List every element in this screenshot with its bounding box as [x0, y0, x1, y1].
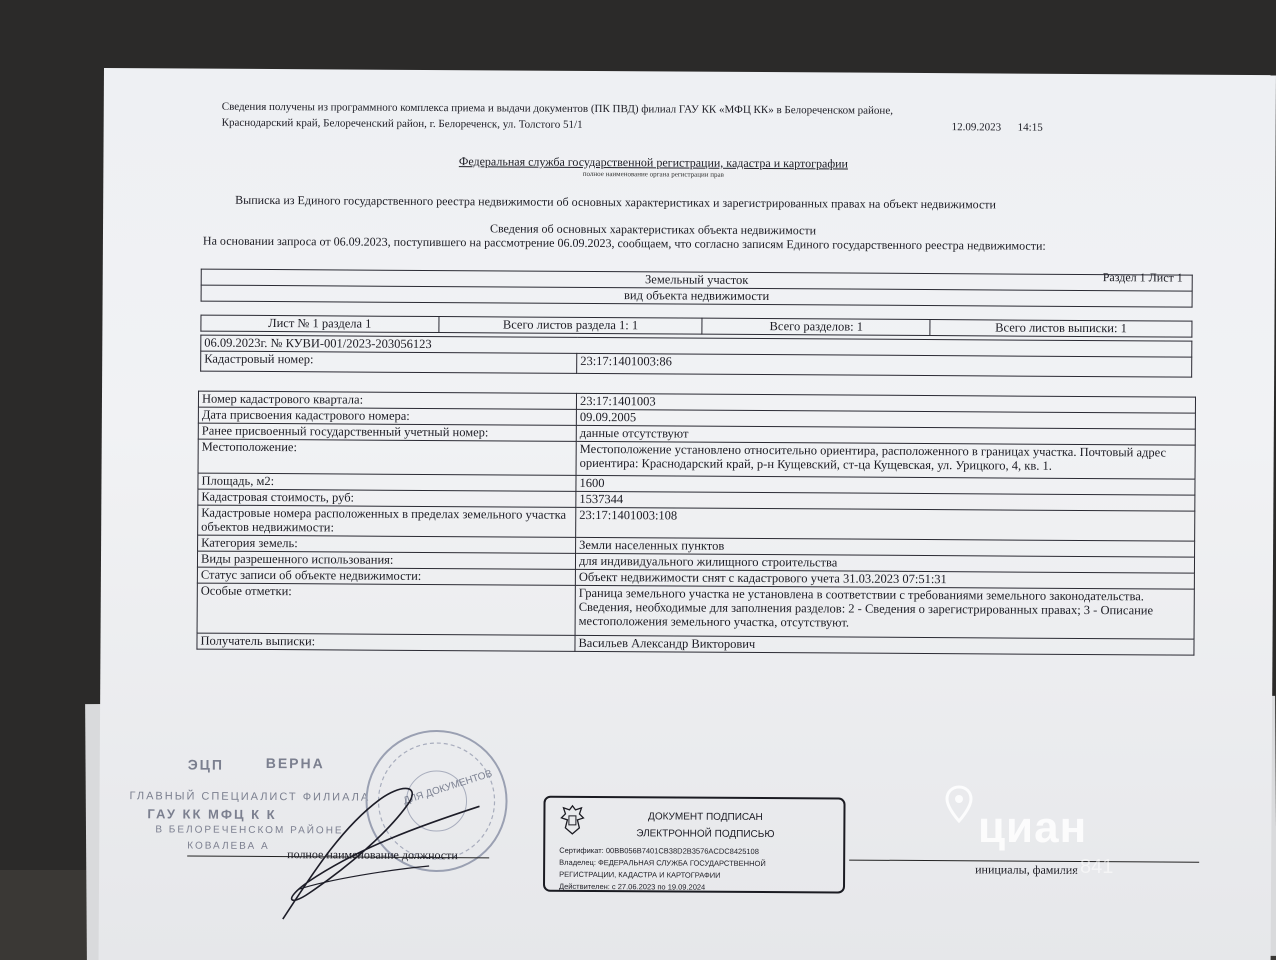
object-type: Земельный участок	[201, 269, 1192, 291]
row-label: Местоположение:	[198, 439, 576, 475]
stamp-line-1: ГЛАВНЫЙ СПЕЦИАЛИСТ ФИЛИАЛА	[129, 790, 371, 804]
row-value: 09.09.2005	[576, 409, 1195, 429]
total-sections: Всего разделов: 1	[702, 318, 930, 335]
cadastral-table	[200, 335, 1192, 378]
row-value: данные отсутствуют	[576, 425, 1195, 445]
location-pin-icon	[944, 785, 974, 823]
header-time: 14:15	[1017, 121, 1043, 134]
row-value: Граница земельного участка не установлена в соответствии с требованиями земельного законодательства. Сведения, необходимые для заполнения разделов: 2 - Сведения о зарегистрированных правах; 3 - Описание местоположения земельного участка, отсутствуют.	[575, 585, 1194, 639]
row-label: Получатель выписки:	[197, 633, 575, 651]
certificate-line: Сертификат: 00BB056B7401CB38D2B3576ACDC8425108	[559, 845, 759, 857]
row-value: 23:17:1401003:108	[576, 507, 1195, 541]
agency-caption: полное наименование органа регистрации прав	[582, 169, 724, 179]
row-value: Местоположение установлено относительно ориентира, расположенного в границах участка. Почтовый адрес ориентира: Краснодарский край, р-н Кущевский, ст-ца Кущевская, ул. Урицкого, 4, кв. 1.	[576, 441, 1195, 479]
row-value: 23:17:1401003	[576, 393, 1195, 413]
total-sheets: Всего листов выписки: 1	[930, 320, 1192, 338]
header-date: 12.09.2023	[951, 121, 1002, 134]
coat-of-arms-icon	[559, 804, 585, 836]
e-signature-box	[543, 796, 846, 894]
row-label: Ранее присвоенный государственный учетный номер:	[198, 423, 576, 441]
row-label: Особые отметки:	[197, 583, 575, 635]
row-label: Дата присвоения кадастрового номера:	[198, 407, 576, 425]
sheet-number: Лист № 1 раздела 1	[201, 315, 439, 332]
owner-line-1: Владелец: ФЕДЕРАЛЬНАЯ СЛУЖБА ГОСУДАРСТВЕННОЙ	[559, 857, 766, 869]
object-type-table	[201, 269, 1193, 308]
row-value: Объект недвижимости снят с кадастрового учета 31.03.2023 07:51:31	[575, 569, 1194, 589]
sheet-info-table	[200, 315, 1192, 338]
row-value: Земли населенных пунктов	[576, 537, 1195, 557]
stamp-line-4: КОВАЛЕВА А	[187, 840, 270, 853]
watermark-id: …841	[1060, 856, 1114, 878]
agency-name: Федеральная служба государственной регистрации, кадастра и картографии	[458, 154, 849, 171]
stamp-verna: ВЕРНА	[265, 755, 325, 772]
e-signature-title-1: ДОКУМЕНТ ПОДПИСАН	[648, 811, 763, 824]
row-label: Номер кадастрового квартала:	[198, 391, 576, 409]
stamp-for-docs: ДЛЯ ДОКУМЕНТОВ	[402, 768, 494, 807]
row-label: Кадастровая стоимость, руб:	[198, 489, 576, 507]
row-value: 1537344	[576, 491, 1195, 511]
document-page	[99, 68, 1276, 960]
document-title: Выписка из Единого государственного реестра недвижимости об основных характеристиках и зарегистрированных правах на объект недвижимости	[235, 192, 997, 212]
row-label: Площадь, м2:	[198, 473, 576, 491]
row-label: Виды разрешенного использования:	[197, 551, 575, 569]
position-caption: полное наименование должности	[287, 847, 458, 863]
cadastral-value: 23:17:1401003:86	[577, 353, 1192, 377]
source-line-2: Краснодарский край, Белореченский район, г. Белореченск, ул. Толстого 51/1	[221, 116, 583, 131]
cadastral-label: Кадастровый номер:	[201, 351, 577, 373]
total-sheets-section: Всего листов раздела 1: 1	[439, 317, 703, 335]
document-subtitle: Сведения об основных характеристиках объекта недвижимости	[489, 221, 817, 238]
table-row	[197, 583, 1194, 639]
document-number: 06.09.2023г. № КУВИ-001/2023-203056123	[201, 335, 1192, 357]
row-label: Кадастровые номера расположенных в пределах земельного участка объектов недвижимости:	[198, 505, 576, 537]
row-value: 1600	[576, 475, 1195, 495]
row-value: Васильев Александр Викторович	[575, 635, 1194, 655]
validity-line: Действителен: с 27.06.2023 по 19.09.2024	[558, 881, 706, 892]
row-label: Категория земель:	[198, 535, 576, 553]
characteristics-table	[196, 391, 1196, 656]
stamp-line-3: В БЕЛОРЕЧЕНСКОМ РАЙОНЕ	[155, 824, 344, 837]
stamp-ecp: ЭЦП	[187, 756, 225, 773]
row-value: для индивидуального жилищного строительства	[575, 553, 1194, 573]
section-label: Раздел 1 Лист 1	[1102, 270, 1183, 285]
owner-line-2: РЕГИСТРАЦИИ, КАДАСТРА И КАРТОГРАФИИ	[559, 869, 721, 880]
initials-caption: инициалы, фамилия	[975, 862, 1078, 877]
row-label: Статус записи об объекте недвижимости:	[197, 567, 575, 585]
stamp-line-2: ГАУ КК МФЦ К К	[147, 806, 277, 823]
request-intro: На основании запроса от 06.09.2023, поступившего на рассмотрение 06.09.2023, сообщаем, что согласно записям Единого государственного реестра недвижимости:	[202, 233, 1046, 253]
e-signature-title-2: ЭЛЕКТРОННОЙ ПОДПИСЬЮ	[636, 828, 775, 841]
source-line-1: Сведения получены из программного комплекса приема и выдачи документов (ПК ПВД) филиал ГАУ КК «МФЦ КК» в Белореченском районе,	[221, 100, 894, 117]
watermark-brand: циан	[978, 803, 1088, 852]
object-type-caption: вид объекта недвижимости	[201, 285, 1192, 307]
